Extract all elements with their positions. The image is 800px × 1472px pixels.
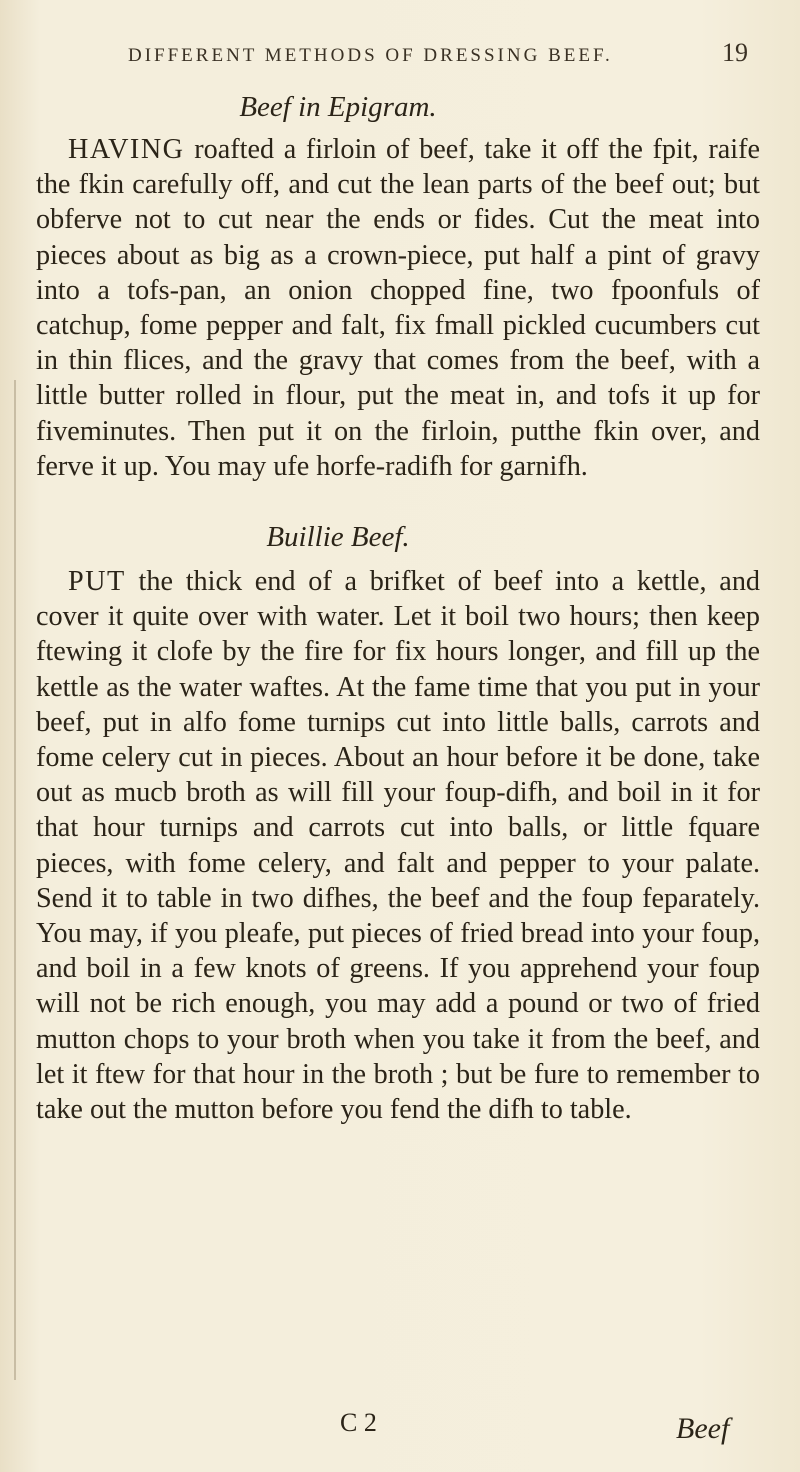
- running-head-title: DIFFERENT METHODS OF DRESSING BEEF.: [128, 45, 613, 66]
- page-content: [36, 88, 760, 1127]
- recipe-text: the thick end of a brifket of beef into a kettle, and cover it quite over with water. Let it boil two hours; then keep ftewing it clofe by the fire for fix hours longer, and fill up the kettle as the water waftes. At the fame time that you put in your beef, put in alfo fome turnips cut into little balls, carrots and fome celery cut in pieces. About an hour before it be done, take out as mucb broth as will fill your foup-difh, and boil in it for that hour turnips and carrots cut into balls, or little fquare pieces, with fome celery, and falt and pepper to your palate. Send it to table in two difhes, the beef and the foup feparately. You may, if you pleafe, put pieces of fried bread into your foup, and boil in a few knots of greens. If you apprehend your foup will not be rich enough, you may add a pound or two of fried mutton chops to your broth when you take it from the beef, and let it ftew for that hour in the broth ; but be fure to remember to take out the mutton before you fend the difh to table.: [36, 566, 761, 1126]
- lead-word: PUT: [68, 566, 126, 598]
- gutter-edge: [0, 380, 16, 1380]
- recipe-title-epigram: Beef in Epigram.: [239, 91, 437, 123]
- recipe-body-epigram: [36, 132, 760, 484]
- recipe-body-buillie: [36, 564, 760, 1127]
- signature-mark: C 2: [340, 1408, 377, 1437]
- page-footer: [0, 1408, 800, 1448]
- recipe-title-buillie: Buillie Beef.: [266, 521, 410, 554]
- page-number: 19: [722, 38, 748, 67]
- lead-word: HAVING: [68, 134, 185, 165]
- catchword: Beef: [676, 1412, 730, 1445]
- recipe-text: roafted a firloin of beef, take it off the fpit, raife the fkin carefully off, and cut the lean parts of the beef out; but obferve not to cut near the ends or fides. Cut the meat into pieces about as big as a crown-piece, put half a pint of gravy into a tofs-pan, an onion chopped fine, two fpoonfuls of catchup, fome pepper and falt, fix fmall pickled cucumbers cut in thin flices, and the gravy that comes from the beef, with a little butter rolled in flour, put the meat in, and tofs it up for fiveminutes. Then put it on the firloin, putthe fkin over, and ferve it up. You may ufe horfe-radifh for garnifh.: [36, 134, 761, 482]
- section-spacer: [36, 484, 760, 512]
- running-head: [128, 38, 748, 68]
